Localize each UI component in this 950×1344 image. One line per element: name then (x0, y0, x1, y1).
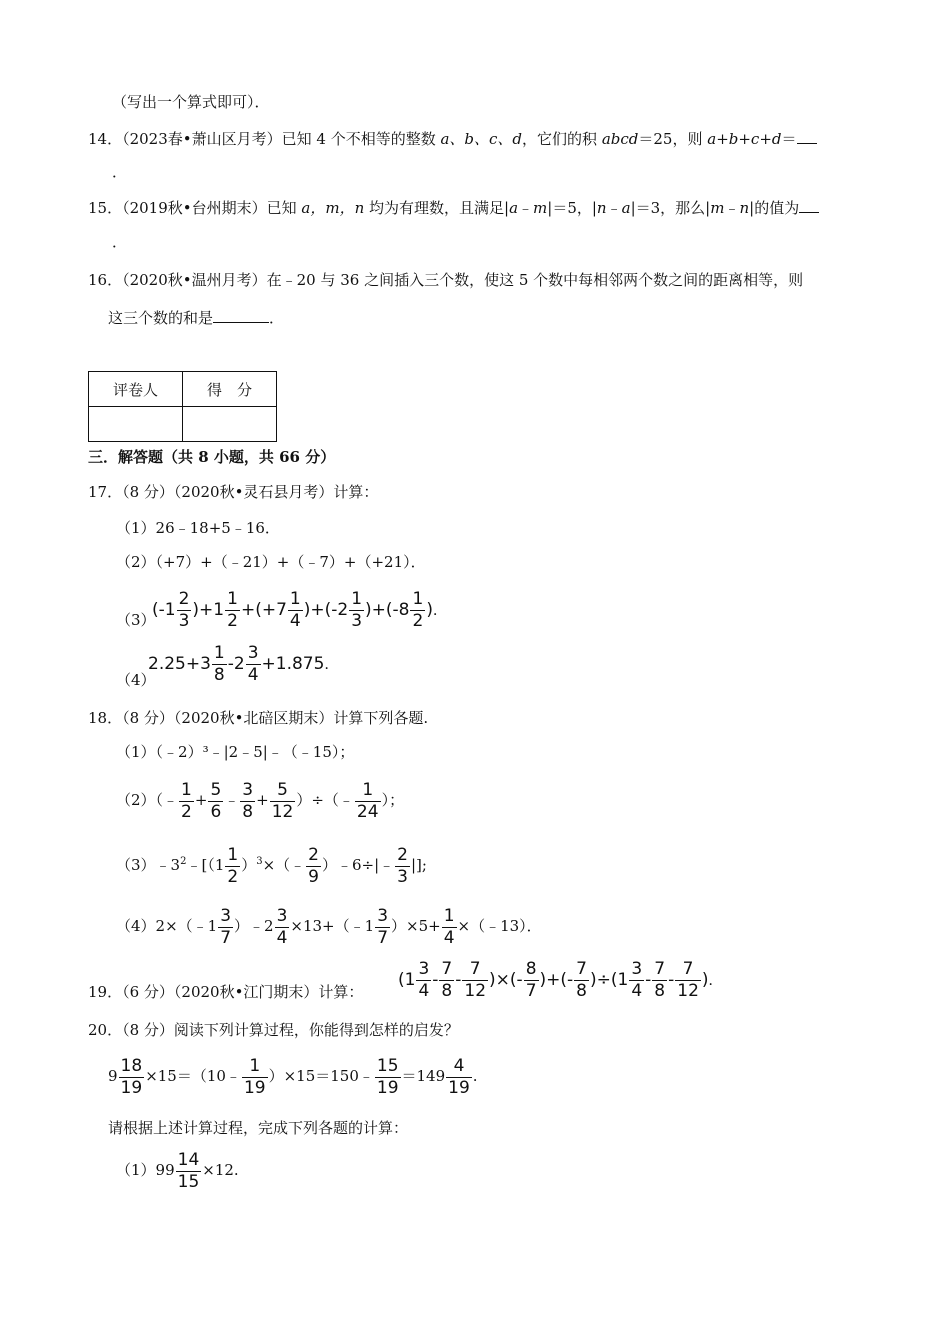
question-18-part-4: （4）2×（﹣1 $\frac{3}{7}$ ）﹣2 $\frac{3}{4}$ ×13+（﹣1 $\frac{3}{7}$ ）×5+ $\frac{1}{4}$ ×（﹣13）． (116, 905, 542, 948)
fraction: $\frac{7}{12}$ (677, 958, 699, 1001)
fraction: $\frac{1}{3}$ (351, 588, 363, 631)
fraction: $\frac{3}{7}$ (377, 905, 389, 948)
fraction: $\frac{1}{2}$ (227, 588, 238, 631)
fraction: $\frac{2}{3}$ (178, 588, 190, 631)
fraction: $\frac{3}{4}$ (631, 958, 643, 1001)
fraction: $\frac{5}{6}$ (210, 779, 222, 822)
question-20-part-1: （1）99 $\frac{14}{15}$ ×12. (116, 1149, 239, 1192)
fraction: $\frac{15}{19}$ (376, 1055, 399, 1098)
fraction: $\frac{8}{7}$ (525, 958, 537, 1001)
answer-blank[interactable] (799, 198, 819, 213)
fraction: $\frac{3}{4}$ (276, 905, 288, 948)
question-17-part-2: （2）（+7）+（﹣21）+（﹣7）+（+21）． (116, 553, 426, 571)
question-16: 16．（2020秋•温州月考）在﹣20 与 36 之间插入三个数，使这 5 个数中每相邻两个数之间的距离相等，则 (88, 271, 804, 289)
answer-blank[interactable] (213, 308, 269, 323)
fraction: $\frac{7}{12}$ (464, 958, 487, 1001)
fraction: $\frac{1}{4}$ (289, 588, 301, 631)
question-17-part-4-label: （4） (116, 671, 156, 689)
question-17-part-3-expr: (-1 $\frac{2}{3}$ )+1 $\frac{1}{2}$ +(+7 $\frac{1}{4}$ )+(-2 $\frac{1}{3}$ )+(-8 $\frac{1}{2}$ )． (152, 588, 447, 631)
fraction: $\frac{3}{4}$ (247, 642, 259, 685)
question-15: 15．（2019秋•台州期末）已知 a，m，n 均为有理数，且满足|a﹣m|＝5，|n﹣a|＝3，那么|m﹣n|的值为 (88, 198, 819, 218)
question-17-part-3-label: （3） (116, 611, 156, 629)
fraction: $\frac{7}{8}$ (576, 958, 587, 1001)
question-19-expr: (1 $\frac{3}{4}$ - $\frac{7}{8}$ - $\frac{7}{12}$ )×(- $\frac{8}{7}$ )+(- $\frac{7}{8}$ )÷(1 $\frac{3}{4}$ - $\frac{7}{8}$ - $\frac{7}{12}$ )． (398, 958, 723, 1001)
question-18-part-3: $(3)﹣3^2﹣[(1$ $\frac{1}{2}$ ）$^3$×（﹣ $\frac{2}{9}$ ）﹣6÷|﹣ $\frac{2}{3}$ |]; (116, 844, 427, 887)
grader-cell[interactable] (89, 407, 183, 442)
fraction: $\frac{18}{19}$ (120, 1055, 143, 1098)
question-20-example: 9 $\frac{18}{19}$ ×15＝（10﹣ $\frac{1}{19}$ ）×15＝150﹣ $\frac{15}{19}$ ＝149 $\frac{4}{19}$ . (108, 1055, 478, 1098)
section-title: 三．解答题（共 8 小题，共 66 分） (88, 448, 336, 466)
fraction: $\frac{3}{4}$ (418, 958, 430, 1001)
fraction: $\frac{1}{2}$ (181, 779, 192, 822)
fraction: $\frac{1}{2}$ (227, 844, 239, 887)
score-header: 得 分 (183, 372, 277, 407)
question-17: 17．（8 分）（2020秋•灵石县月考）计算： (88, 483, 379, 501)
fraction: $\frac{2}{9}$ (308, 844, 319, 887)
fraction: $\frac{3}{8}$ (242, 779, 254, 822)
fraction: $\frac{3}{7}$ (220, 905, 232, 948)
fraction: $\frac{4}{19}$ (448, 1055, 470, 1098)
question-19: 19．（6 分）（2020秋•江门期末）计算： (88, 983, 364, 1001)
fraction: $\frac{5}{12}$ (271, 779, 294, 822)
question-20: 20．（8 分）阅读下列计算过程，你能得到怎样的启发？ (88, 1021, 459, 1039)
fraction: $\frac{1}{2}$ (412, 588, 424, 631)
score-table (88, 371, 277, 442)
answer-blank[interactable] (797, 129, 817, 144)
fraction: $\frac{14}{15}$ (177, 1149, 200, 1192)
q13-tail: （写出一个算式即可）． (112, 93, 270, 111)
question-15-tail: ． (112, 233, 128, 251)
fraction: $\frac{1}{19}$ (243, 1055, 266, 1098)
question-17-part-4-expr: 2.25+3 $\frac{1}{8}$ -2 $\frac{3}{4}$ +1.875． (148, 642, 339, 685)
fraction: $\frac{1}{8}$ (213, 642, 225, 685)
question-14: 14．（2023春•萧山区月考）已知 4 个不相等的整数 a、b、c、d，它们的积 abcd＝25，则 a+b+c+d＝ (88, 129, 817, 149)
question-17-part-1: （1）26﹣18+5﹣16． (116, 519, 280, 537)
fraction: $\frac{1}{4}$ (443, 905, 455, 948)
question-18-part-1: （1）（﹣2）³﹣|2﹣5|﹣（﹣15）； (116, 743, 355, 761)
grader-header: 评卷人 (89, 372, 183, 407)
fraction: $\frac{7}{8}$ (654, 958, 666, 1001)
question-14-tail: ． (112, 163, 128, 181)
question-16-line2: 这三个数的和是 ． (108, 309, 285, 327)
question-18-part-2: （2）（﹣ $\frac{1}{2}$ + $\frac{5}{6}$ ﹣ $\frac{3}{8}$ + $\frac{5}{12}$ ）÷（﹣ $\frac{1}{24}$ ）； (116, 779, 405, 822)
question-20-instruction: 请根据上述计算过程，完成下列各题的计算： (108, 1119, 409, 1137)
question-18: 18．（8 分）（2020秋•北碚区期末）计算下列各题. (88, 709, 429, 727)
score-cell[interactable] (183, 407, 277, 442)
fraction: $\frac{1}{24}$ (356, 779, 379, 822)
fraction: $\frac{7}{8}$ (441, 958, 453, 1001)
fraction: $\frac{2}{3}$ (397, 844, 408, 887)
